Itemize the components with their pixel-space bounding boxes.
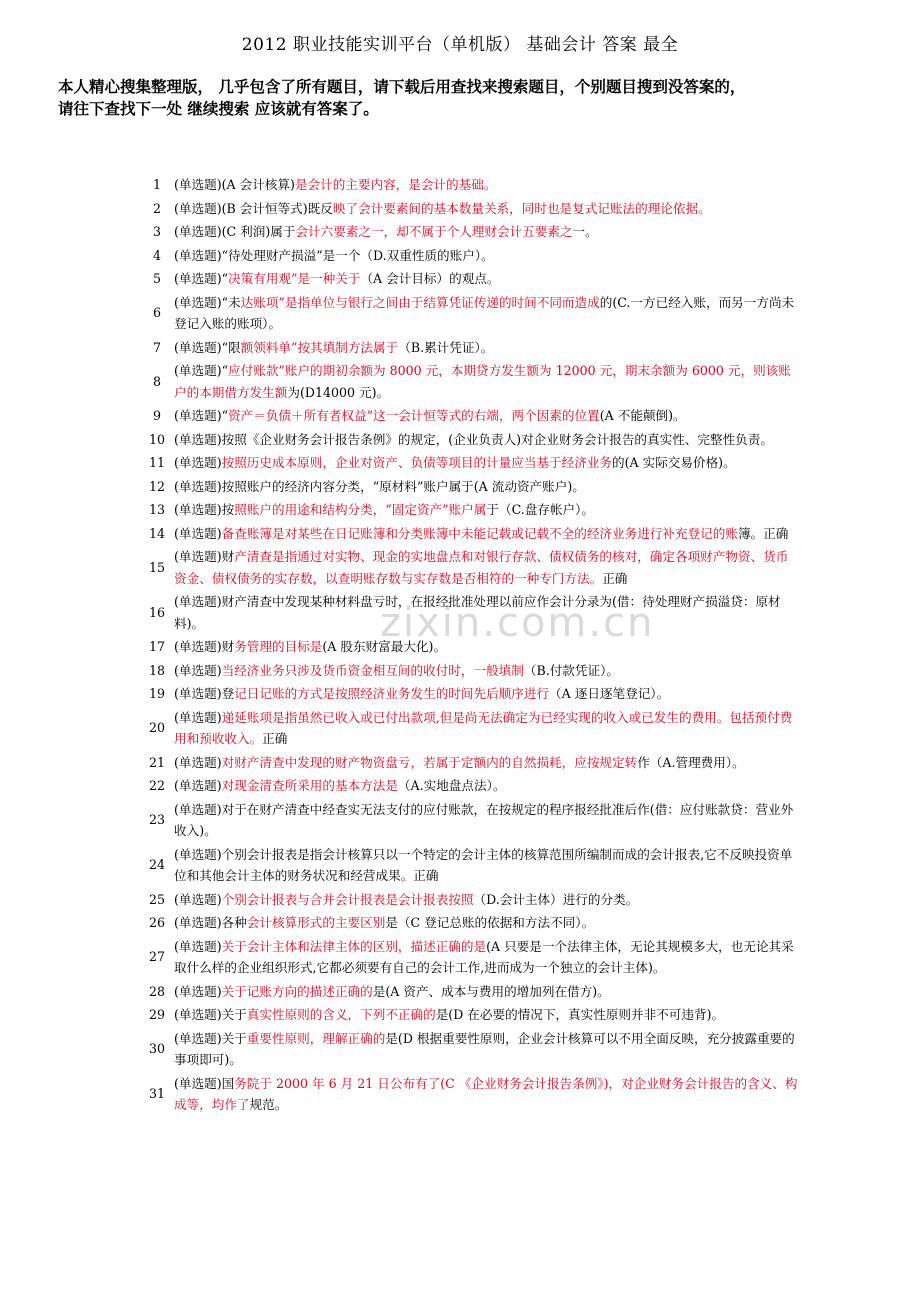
question-number: 14 — [148, 525, 166, 541]
question-text — [174, 980, 800, 1004]
question-fragment: (单选题) — [174, 938, 222, 954]
question-text — [174, 751, 800, 775]
question-fragment: (单选题)“未 — [174, 294, 241, 310]
question-fragment: (单选题) — [174, 983, 222, 999]
answer-highlight: 当经济业务只涉及货币资金相互间的收付时，一般填制 — [221, 662, 524, 678]
answer-highlight: 是会计的主要内容，是会计的基础。 — [294, 177, 497, 192]
question-fragment: (单选题)国 — [174, 1075, 235, 1091]
question-text — [174, 1003, 800, 1027]
question-fragment: (A 只要是一个法律主体，无论其规模多大，也无论其采取什么样的企业组织形式,它都必须要有自己的会计工作,进而成为一个独立的会计主体)。 — [174, 938, 794, 975]
question-fragment: 是(A 资产、成本与费用的增加列在借方)。 — [372, 983, 610, 999]
answer-highlight: 备查账簿是对某些在日记账簿和分类账簿中未能记载或记载不全的经济业务进行补充登记的账 — [221, 525, 738, 541]
intro-paragraph: 本人精心搜集整理版， 几乎包含了所有题目，请下载后用查找来搜索题目，个别题目搜到没答案的， 请往下查找下一处 继续搜索 应该就有答案了。 — [58, 78, 746, 118]
question-row — [140, 980, 800, 1004]
question-row — [140, 935, 800, 980]
watermark: zixin.com.cn — [380, 600, 655, 646]
question-fragment: 正确 — [262, 731, 288, 746]
answer-highlight: 务管理的目标是 — [234, 639, 323, 654]
question-text — [174, 590, 800, 635]
question-fragment: (单选题)对于在财产清查中经查实无法支付的应付账款，在按规定的程序报经批准后作(借：应付账款贷：营业外收入)。 — [174, 801, 794, 838]
question-number: 19 — [148, 686, 166, 701]
question-number: 6 — [152, 305, 161, 321]
question-text — [174, 291, 800, 336]
question-number: 15 — [148, 559, 166, 575]
answer-highlight: 对现金清查所采用的基本方法是 — [221, 778, 398, 793]
question-fragment: （D.会计主体）进行的分类。 — [473, 891, 639, 907]
question-row — [140, 173, 800, 197]
question-number: 5 — [152, 271, 161, 286]
question-text — [174, 451, 800, 475]
question-number: 24 — [148, 857, 166, 873]
question-number: 1 — [152, 177, 161, 192]
question-row — [140, 888, 800, 912]
question-row — [140, 545, 800, 590]
question-text — [174, 843, 800, 888]
question-fragment: (单选题) — [174, 455, 222, 470]
question-fragment: (单选题)按 — [174, 502, 235, 517]
question-number: 11 — [148, 455, 166, 470]
answer-highlight: 额领料单”按其填制方法属于 — [240, 339, 399, 355]
question-fragment: （B.付款凭证）。 — [523, 662, 619, 678]
question-fragment: 规范。 — [249, 1097, 288, 1112]
question-row — [140, 774, 800, 798]
question-fragment: (单选题)各种 — [174, 915, 247, 930]
question-fragment: （A 逐日逐笔登记）。 — [549, 686, 670, 701]
answer-highlight: 真实性原则的含义，下列不正确的 — [246, 1007, 436, 1022]
question-fragment: 正确 — [602, 570, 628, 586]
question-row — [140, 197, 800, 221]
question-fragment: 一。 — [572, 224, 598, 239]
question-number: 31 — [148, 1086, 166, 1102]
question-fragment: 为(D14000 元)。 — [287, 384, 390, 400]
question-text — [174, 911, 800, 935]
question-fragment: (单选题)“ — [174, 271, 229, 286]
question-text — [174, 659, 800, 683]
question-row — [140, 1027, 800, 1072]
question-number: 27 — [148, 949, 166, 965]
question-row — [140, 451, 800, 475]
question-fragment: (单选题)(C 利润)属于 — [174, 224, 296, 239]
question-fragment: (单选题)按照账户的经济内容分类，“原材料”账户属于(A 流动资产账户)。 — [174, 478, 585, 494]
question-fragment: (A 股东财富最大化)。 — [322, 639, 447, 654]
question-fragment: (单选题)“限 — [174, 339, 241, 355]
question-fragment: (单选题)关于 — [174, 1030, 247, 1046]
question-row — [140, 1003, 800, 1027]
question-row — [140, 1072, 800, 1117]
answer-highlight: 关于会计主体和法律主体的区别，描述正确的是 — [221, 938, 487, 954]
question-fragment: (单选题)关于 — [174, 1007, 247, 1022]
question-fragment: (单选题) — [174, 754, 222, 770]
question-text — [174, 197, 800, 221]
question-text — [174, 267, 800, 291]
answer-highlight: 达账项”是指单位与银行之间由于结算凭证传递的时间不同而造成 — [240, 294, 600, 310]
question-number: 25 — [148, 891, 166, 907]
question-fragment: (单选题)(B 会计恒等式)既反 — [174, 200, 333, 216]
question-number: 4 — [152, 247, 161, 263]
question-text — [174, 336, 800, 360]
answer-highlight: 产清查是指通过对实物、现金的实地盘点和对银行存款、债权债务的核对，确定各项财产物资、货币资金、债权债务的实存数，以查明账存数与实存数是否相符的一种专门方法。 — [174, 549, 789, 586]
question-number: 8 — [152, 373, 161, 389]
answer-highlight: 应付账款”账户的期初余额为 8000 元，本期贷方发生额为 12000 元，期末余额为 6000 元，则该账户的本期借方发生额 — [174, 363, 791, 400]
question-number: 17 — [148, 639, 166, 654]
question-row — [140, 244, 800, 268]
question-text — [174, 706, 800, 751]
question-number: 2 — [152, 200, 161, 216]
question-row — [140, 798, 800, 843]
question-row — [140, 267, 800, 291]
question-fragment: (单选题)“待处理财产损溢”是一个（D.双重性质的账户）。 — [174, 247, 494, 263]
question-text — [174, 682, 800, 706]
answer-highlight: 按照历史成本原则，企业对资产、负债等项目的计量应当基于经济业务 — [221, 455, 613, 470]
question-number: 22 — [148, 778, 166, 793]
question-fragment: (单选题)个别会计报表是指会计核算只以一个特定的会计主体的核算范围所编制而成的会计报表,它不反映投资单位和其他会计主体的财务状况和经营成果。正确 — [174, 846, 793, 883]
question-row — [140, 751, 800, 775]
question-number: 3 — [152, 224, 161, 239]
question-fragment: 作（A.管理费用）。 — [637, 754, 745, 770]
question-row — [140, 291, 800, 336]
question-fragment: 是(D 在必要的情况下，真实性原则并非不可违背)。 — [435, 1007, 725, 1022]
question-number: 16 — [148, 604, 166, 620]
question-row — [140, 359, 800, 404]
question-fragment: (单选题)登 — [174, 686, 235, 701]
question-number: 29 — [148, 1007, 166, 1022]
question-fragment: 是（C 登记总账的依据和方法不同）。 — [385, 915, 595, 930]
question-number: 21 — [148, 754, 166, 770]
question-row — [140, 404, 800, 428]
question-fragment: 的(C.一方已经入账，而另一方尚未登记入账的账项）。 — [174, 294, 795, 331]
answer-highlight: 会计核算形式的主要区别 — [246, 915, 386, 930]
question-text — [174, 498, 800, 522]
question-fragment: (单选题)财 — [174, 549, 235, 564]
answer-highlight: 照账户的用途和结构分类，“固定资产”账户属 — [234, 502, 487, 517]
question-number: 26 — [148, 915, 166, 930]
question-fragment: (单选题) — [174, 662, 222, 678]
question-text — [174, 475, 800, 499]
question-text — [174, 635, 800, 659]
question-row — [140, 635, 800, 659]
question-row — [140, 682, 800, 706]
question-text — [174, 522, 800, 546]
answer-highlight: 个别会计报表与合并会计报表是会计报表按照 — [221, 891, 474, 907]
question-fragment: （A.实地盘点法）。 — [397, 778, 506, 793]
answer-highlight: 资产＝负债＋所有者权益”这一会计恒等式的右端，两个因素的位置 — [228, 408, 600, 423]
question-text — [174, 1027, 800, 1072]
question-text — [174, 935, 800, 980]
answer-highlight: 决策有用观”是一种关于 — [228, 271, 361, 286]
question-fragment: 簿。正确 — [737, 525, 789, 541]
question-list-body — [140, 173, 800, 1117]
question-text — [174, 888, 800, 912]
question-text — [174, 545, 800, 590]
question-row — [140, 498, 800, 522]
question-number: 23 — [148, 812, 166, 828]
question-number: 13 — [148, 502, 166, 517]
question-fragment: 的(A 实际交易价格)。 — [612, 455, 736, 470]
question-fragment: 于（C.盘存帐户）。 — [486, 502, 595, 517]
question-text — [174, 428, 800, 452]
question-fragment: （A 会计目标）的观点。 — [360, 271, 500, 286]
answer-highlight: 重要性原则，理解正确的 — [246, 1030, 386, 1046]
question-fragment: (单选题)“ — [174, 408, 229, 423]
question-row — [140, 706, 800, 751]
question-list — [140, 173, 800, 1117]
answer-highlight: 会计六要素之一，却不属于个人理财会计五要素之 — [295, 224, 573, 239]
question-fragment: (单选题) — [174, 525, 222, 541]
question-text — [174, 244, 800, 268]
question-row — [140, 590, 800, 635]
question-fragment: (单选题)财产清查中发现某种材料盘亏时，在报经批准处理以前应作会计分录为(借：待处理财产损溢贷：原材料)。 — [174, 594, 781, 631]
question-row — [140, 475, 800, 499]
question-number: 30 — [148, 1041, 166, 1057]
question-fragment: (A 不能颠倒)。 — [599, 408, 686, 423]
question-row — [140, 911, 800, 935]
question-fragment: (单选题) — [174, 778, 222, 793]
question-row — [140, 522, 800, 546]
question-text — [174, 220, 800, 244]
question-text — [174, 173, 800, 197]
question-fragment: (单选题)按照《企业财务会计报告条例》的规定，(企业负责人)对企业财务会计报告的真实性、完整性负责。 — [174, 431, 773, 447]
question-number: 18 — [148, 662, 166, 678]
question-number: 12 — [148, 478, 166, 494]
question-text — [174, 774, 800, 798]
answer-highlight: 递延账项是指虽然已收入或已付出款项,但是尚无法确定为已经实现的收入或已发生的费用。包括预付费用和预收收入。 — [174, 709, 793, 746]
question-fragment: （B.累计凭证）。 — [398, 339, 494, 355]
question-fragment: (单选题)财 — [174, 639, 235, 654]
answer-highlight: 记日记账的方式是按照经济业务发生的时间先后顺序进行 — [234, 686, 550, 701]
answer-highlight: 映了会计要素间的基本数量关系，同时也是复式记账法的理论依据。 — [332, 200, 711, 216]
question-fragment: (单选题)“ — [174, 363, 229, 378]
answer-highlight: 关于记账方向的描述正确的 — [221, 983, 373, 999]
question-fragment: (单选题) — [174, 891, 222, 907]
question-text — [174, 404, 800, 428]
question-fragment: 是(D 根据重要性原则，企业会计核算可以不用全面反映，充分披露重要的事项即可)。 — [174, 1030, 795, 1067]
question-row — [140, 336, 800, 360]
question-fragment: (单选题) — [174, 709, 222, 725]
question-text — [174, 798, 800, 843]
document-title: 2012 职业技能实训平台（单机版） 基础会计 答案 最全 — [241, 35, 679, 55]
question-text — [174, 359, 800, 404]
answer-highlight: 务院于 2000 年 6 月 21 日公布有了(C 《企业财务会计报告条例》)，对企业财务会计报告的含义、构成等，均作了 — [174, 1075, 798, 1112]
question-fragment: (单选题)(A 会计核算) — [174, 177, 295, 192]
answer-highlight: 对财产清查中发现的财产物资盘亏，若属于定额内的自然损耗，应按规定转 — [221, 754, 638, 770]
question-number: 28 — [148, 983, 166, 999]
question-text — [174, 1072, 800, 1117]
question-number: 10 — [148, 431, 166, 447]
question-row — [140, 843, 800, 888]
question-number: 7 — [152, 339, 161, 355]
question-number: 9 — [152, 408, 161, 423]
question-row — [140, 428, 800, 452]
question-row — [140, 659, 800, 683]
question-number: 20 — [148, 720, 166, 736]
question-row — [140, 220, 800, 244]
